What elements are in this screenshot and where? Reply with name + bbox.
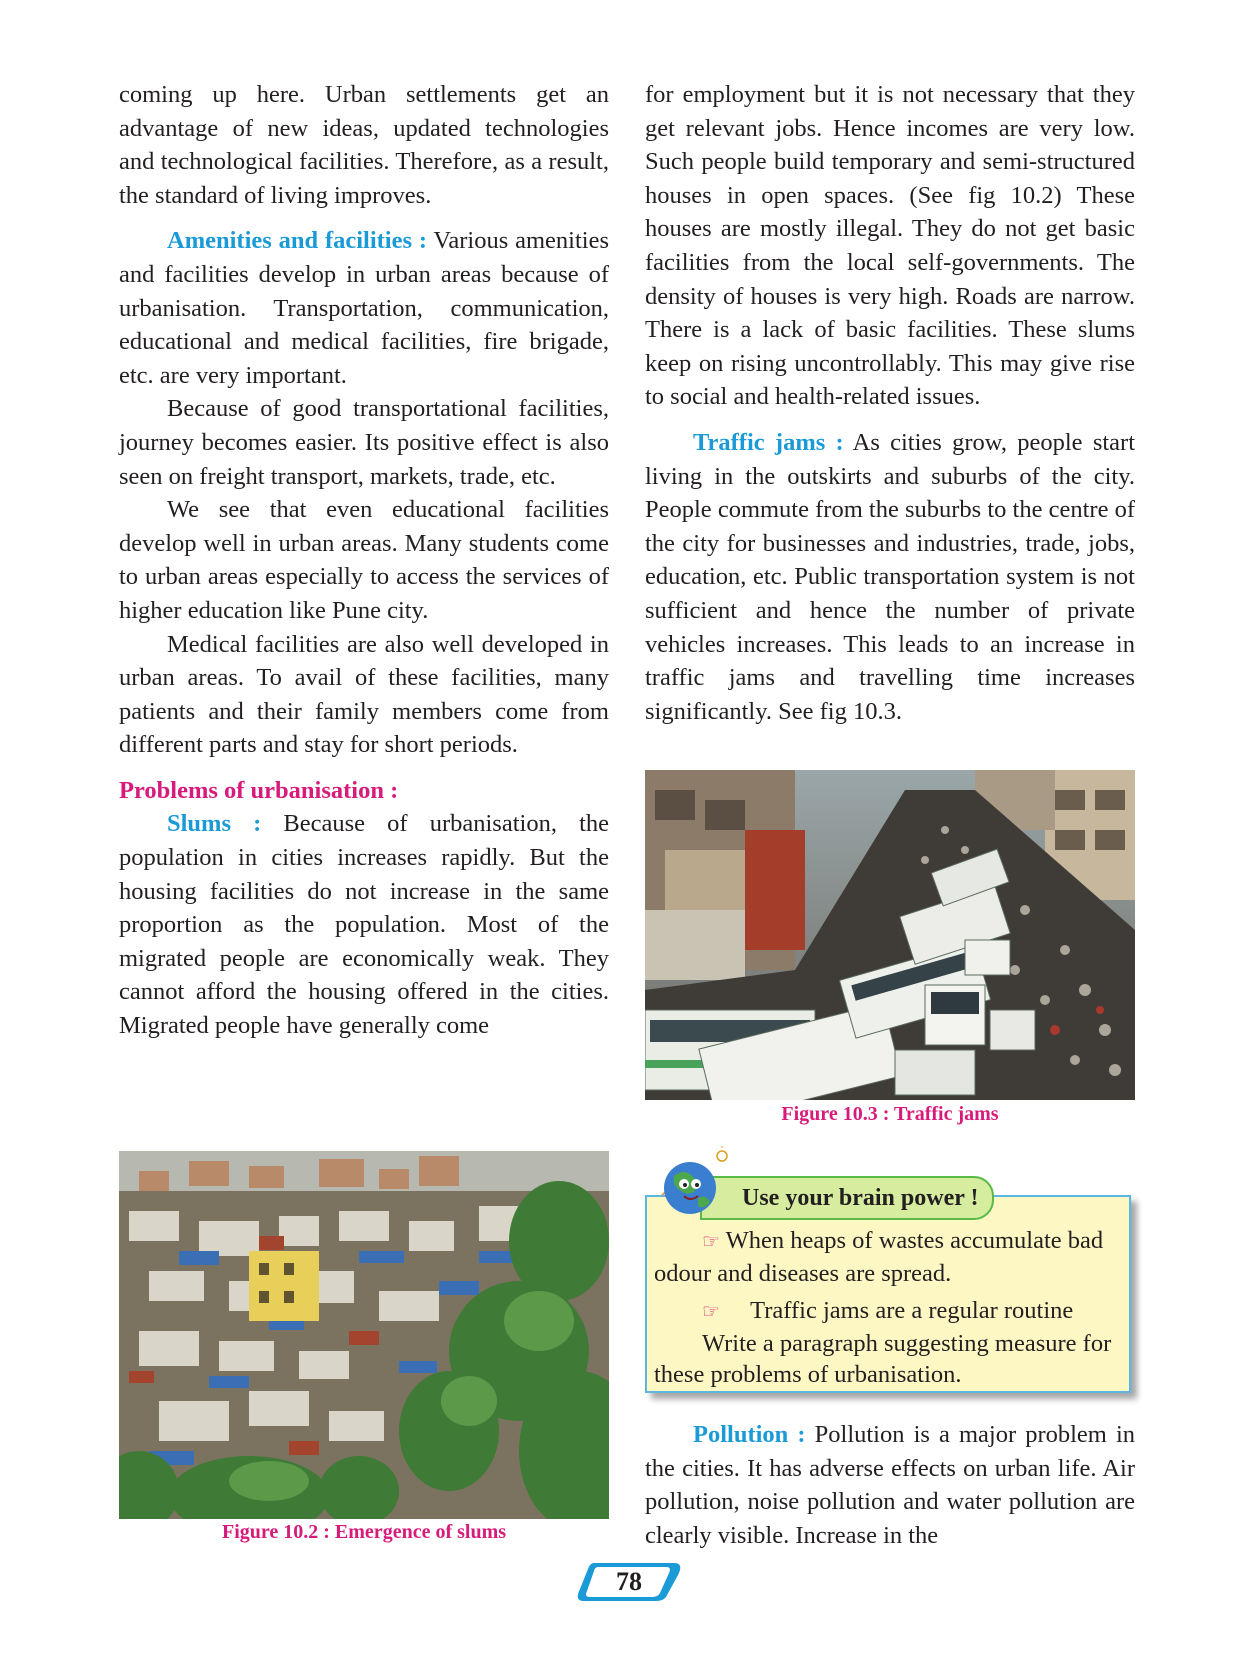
traffic-text: As cities grow, people start living in the outskirts and suburbs of the city. People commute from the suburbs to the centre of the city for businesses and industries, trade, jobs, education, etc. Public transportation system is not sufficient and hence the number of private vehicles increases. This leads to an increase in traffic jams and travelling time increases significantly. See fig 10.3.: [645, 428, 1135, 725]
amenities-text: Various amenities and facilities develop in urban areas because of urbanisation. Transportation, communication, educational and medical facilities, fire brigade, etc. are very important.: [119, 227, 609, 389]
paragraph-medical: Medical facilities are also well developed in urban areas. To avail of these facilities, many patients and their family members come from different parts and stay for short periods.: [119, 630, 609, 759]
left-column: [119, 78, 609, 1043]
page-number: 78: [616, 1567, 642, 1596]
paragraph-slums: [119, 807, 609, 1042]
brain-item-2: [654, 1295, 1124, 1328]
traffic-jam-illustration: [645, 770, 1135, 1100]
paragraph-employment: for employment but it is not necessary that they get relevant jobs. Hence incomes are very low. Such people build temporary and semi-structured houses in open spaces. (See fig 10.2) These houses are mostly illegal. They do not get basic facilities from the local self-governments. The density of houses is very high. Roads are narrow. There is a lack of basic facilities. These slums keep on rising uncontrollably. This may give rise to social and health-related issues.: [645, 81, 1135, 411]
caption-fig-10-2: Figure 10.2 : Emergence of slums: [221, 1521, 507, 1543]
brain-power-title: Use your brain power !: [700, 1176, 994, 1220]
paragraph-pollution: [645, 1418, 1135, 1552]
brain-item-1: [654, 1225, 1124, 1289]
pointing-hand-icon: ☞: [702, 1301, 720, 1323]
paragraph-education: We see that even educational facilities develop well in urban areas. Many students come to urban areas especially to access the services of higher education like Pune city.: [119, 496, 609, 624]
right-column: [645, 78, 1135, 728]
heading-problems: Problems of urbanisation :: [119, 776, 399, 804]
heading-slums: Slums :: [167, 810, 262, 838]
slums-text: Because of urbanisation, the population in cities increases rapidly. But the housing facilities do not increase in the same proportion as the population. Most of the migrated people are economically weak. They cannot afford the housing offered in the cities. Migrated people have generally come: [119, 810, 609, 1040]
brain-item-3: Write a paragraph suggesting measure for these problems of urbanisation.: [654, 1330, 1112, 1388]
pointing-hand-icon: ☞: [702, 1231, 720, 1253]
heading-pollution: Pollution :: [693, 1421, 806, 1448]
paragraph-traffic: [645, 426, 1135, 728]
heading-traffic: Traffic jams :: [693, 428, 844, 456]
slums-illustration: [119, 1151, 609, 1519]
pollution-section: [645, 1418, 1135, 1552]
paragraph-transport: Because of good transportational facilities, journey becomes easier. Its positive effect is also seen on freight transport, markets, trade, etc.: [119, 395, 609, 490]
paragraph-amenities: [119, 224, 609, 392]
brain-item-1-text: When heaps of wastes accumulate bad odour and diseases are spread.: [654, 1227, 1104, 1287]
page-number-badge: [574, 1561, 684, 1603]
traffic-jam-photo: [645, 770, 1135, 1100]
globe-mascot-icon: [652, 1146, 732, 1226]
slums-photo: [119, 1151, 609, 1519]
heading-amenities: Amenities and facilities :: [167, 227, 428, 255]
pollution-text: Pollution is a major problem in the cities. It has adverse effects on urban life. Air pollution, noise pollution and water pollution are clearly visible. Increase in the: [645, 1421, 1135, 1549]
brain-item-2-text: Traffic jams are a regular routine: [750, 1297, 1074, 1324]
caption-fig-10-3: Figure 10.3 : Traffic jams: [781, 1103, 999, 1125]
paragraph-intro: coming up here. Urban settlements get an advantage of new ideas, updated technologies and technological facilities. Therefore, as a result, the standard of living improves.: [119, 81, 609, 209]
brain-power-content: [654, 1225, 1124, 1390]
